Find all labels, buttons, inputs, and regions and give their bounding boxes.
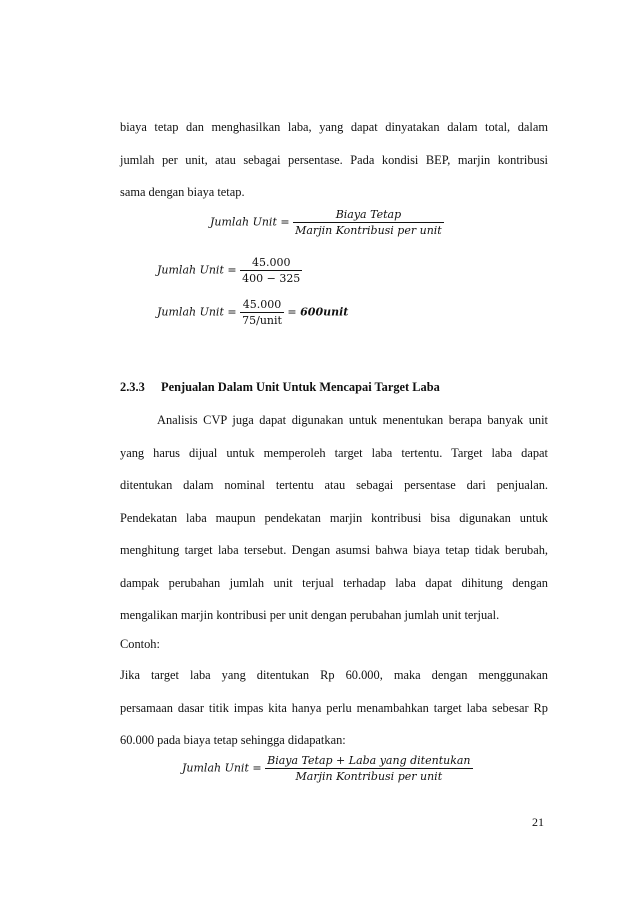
formula-3-fraction: [240, 298, 284, 327]
formula-3-result: 600unit: [300, 305, 349, 319]
example-line-3: 60.000 pada biaya tetap sehingga didapatkan:: [120, 733, 346, 747]
formula-4-fraction: [265, 754, 472, 783]
formula-3-denominator: 75/unit: [242, 314, 282, 327]
formula-4-numerator: Biaya Tetap + Laba yang ditentukan: [267, 754, 471, 767]
body-line-4: Pendekatan laba maupun pendekatan marjin kontribusi bisa digunakan untuk: [120, 511, 548, 525]
body-line-5: menghitung target laba tersebut. Dengan asumsi bahwa biaya tetap tidak berubah,: [120, 543, 548, 557]
example-line-1: Jika target laba yang ditentukan Rp 60.000, maka dengan menggunakan: [120, 668, 548, 682]
contoh-label: Contoh:: [120, 637, 160, 651]
body-line-1: Analisis CVP juga dapat digunakan untuk menentukan berapa banyak unit: [157, 413, 548, 427]
formula-1-denominator: Marjin Kontribusi per unit: [295, 224, 442, 237]
intro-line-2: jumlah per unit, atau sebagai persentase. Pada kondisi BEP, marjin kontribusi: [120, 153, 548, 167]
section-heading: [120, 380, 440, 395]
body-line-7: mengalikan marjin kontribusi per unit dengan perubahan jumlah unit terjual.: [120, 608, 500, 622]
body-line-2: yang harus dijual untuk memperoleh target laba tertentu. Target laba dapat: [120, 446, 548, 460]
formula-2-fraction: [240, 256, 302, 285]
intro-line-1: biaya tetap dan menghasilkan laba, yang dapat dinyatakan dalam total, dalam: [120, 120, 548, 134]
section-number: 2.3.3: [120, 380, 145, 394]
intro-line-3: sama dengan biaya tetap.: [120, 185, 245, 199]
formula-4: Jumlah Unit = $\frac{\text{Biaya Tetap + Laba yang ditentukan}}{\text{Marjin Kontribusi per unit}}$: [182, 754, 471, 783]
section-title: Penjualan Dalam Unit Untuk Mencapai Target Laba: [161, 380, 440, 394]
formula-2-denominator: 400 − 325: [242, 272, 301, 285]
formula-1-numerator: Biaya Tetap: [335, 208, 402, 221]
formula-2-lhs: Jumlah Unit: [157, 263, 224, 277]
body-line-3: ditentukan dalam nominal tertentu atau sebagai persentase dari penjualan.: [120, 478, 548, 492]
formula-4-denominator: Marjin Kontribusi per unit: [265, 768, 472, 783]
formula-3-numerator: 45.000: [242, 298, 282, 311]
formula-2-numerator: 45.000: [251, 256, 291, 269]
formula-1: Jumlah Unit = $\frac{\text{Biaya Tetap}}{\text{Marjin Kontribusi per unit}}$: [210, 208, 442, 237]
formula-3: Jumlah Unit = $\frac{45.000}{\text{75/unit}}$ = 600unit: [157, 298, 349, 327]
formula-3-lhs: Jumlah Unit: [157, 305, 224, 319]
page-number: 21: [532, 815, 544, 829]
example-line-2: persamaan dasar titik impas kita hanya perlu menambahkan target laba sebesar Rp: [120, 701, 548, 715]
body-line-6: dampak perubahan jumlah unit terjual terhadap laba dapat dihitung dengan: [120, 576, 548, 590]
formula-1-fraction: [293, 208, 444, 237]
formula-4-lhs: Jumlah Unit: [182, 761, 249, 775]
formula-1-lhs: Jumlah Unit: [210, 215, 277, 229]
formula-2: Jumlah Unit = $\frac{45.000}{400 - 325}$: [157, 256, 301, 285]
